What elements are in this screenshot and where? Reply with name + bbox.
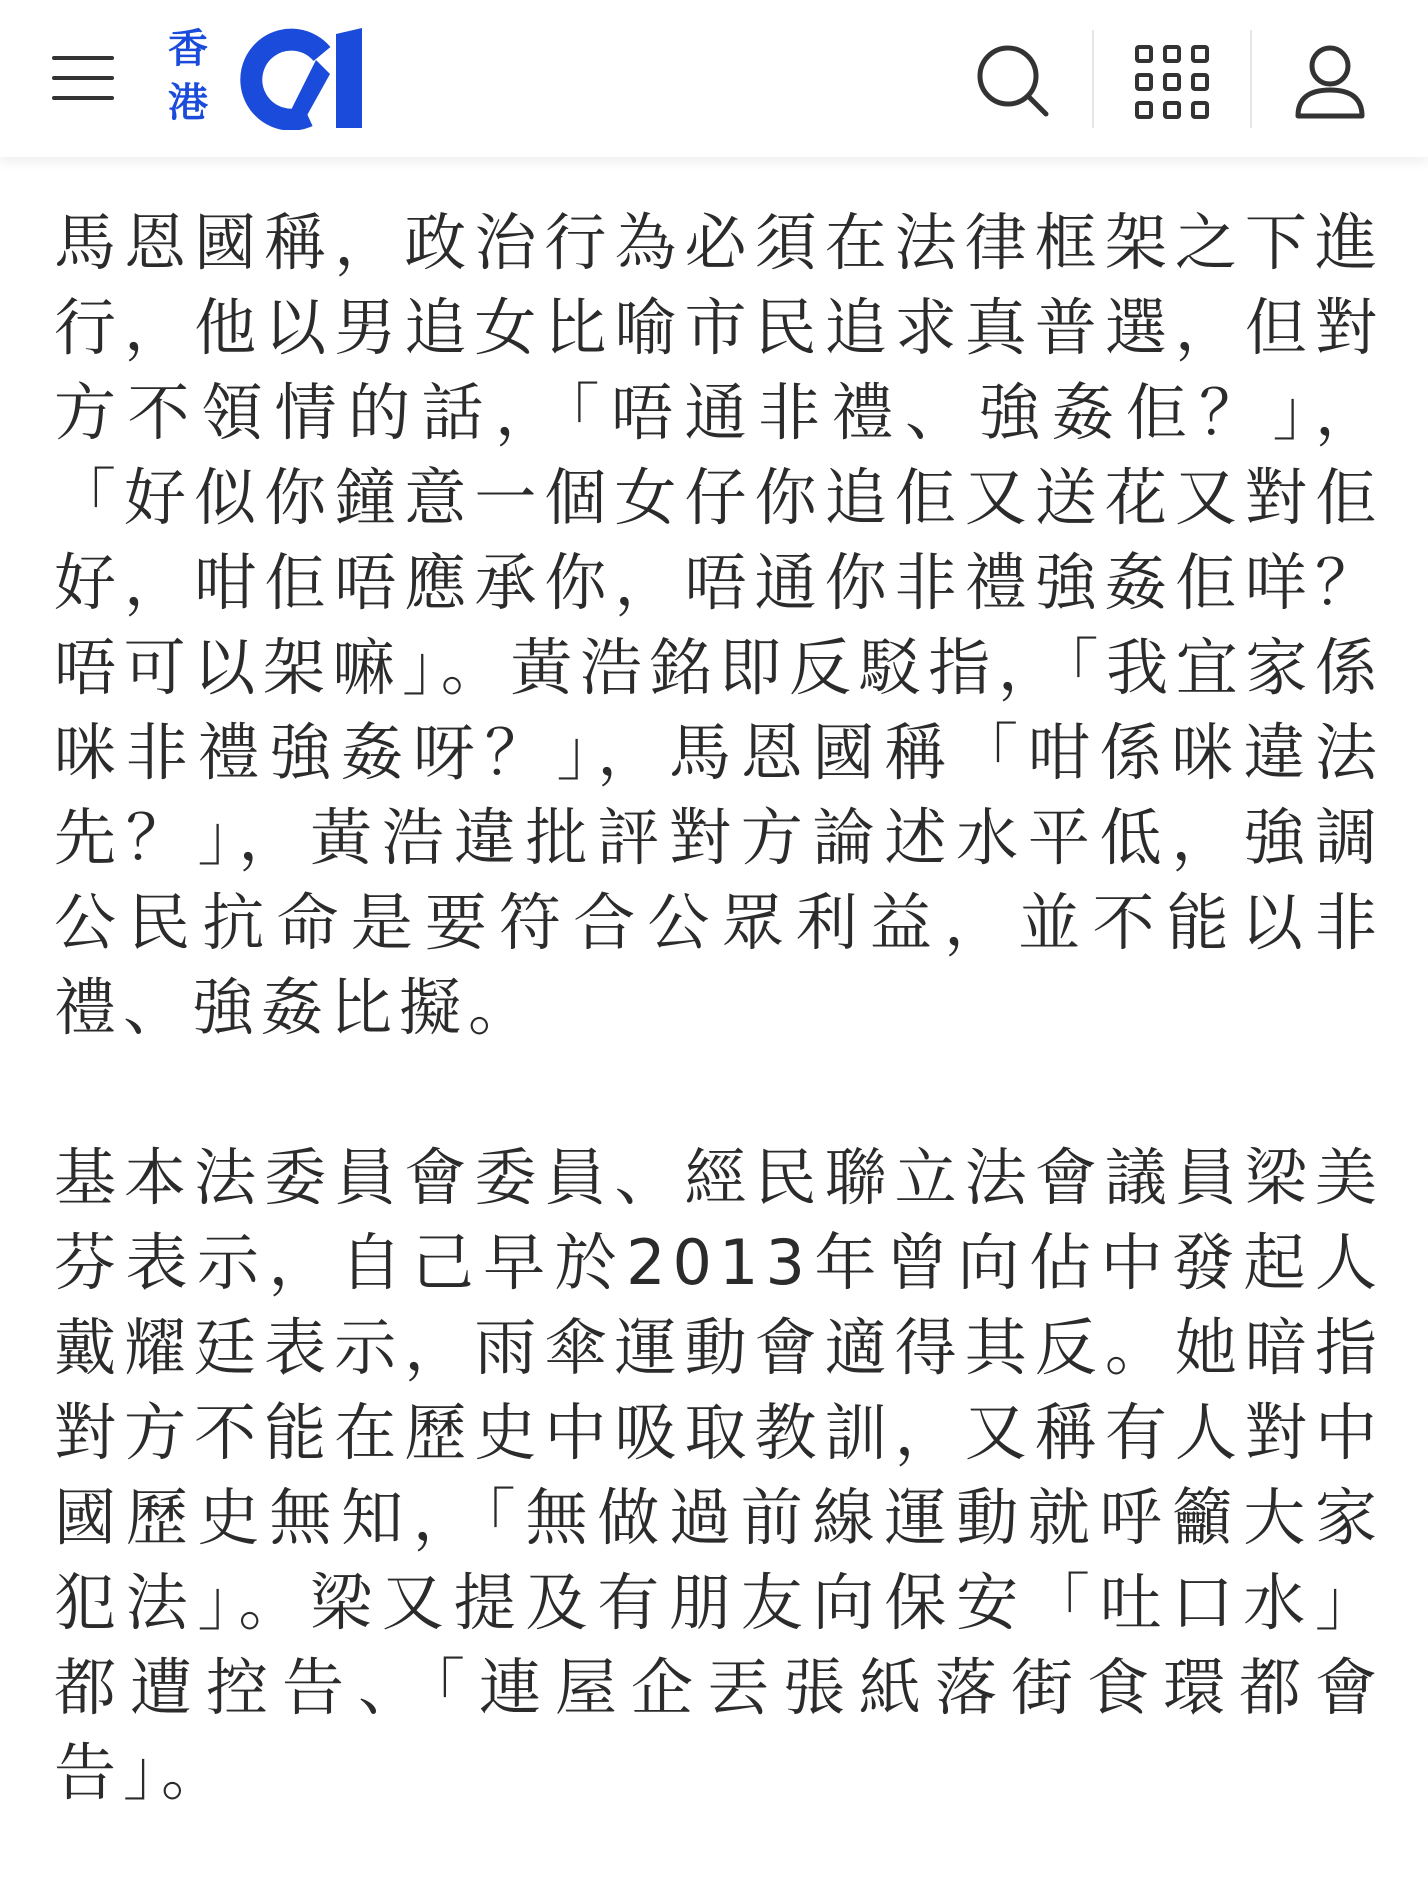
search-icon[interactable]	[972, 40, 1052, 120]
menu-icon[interactable]	[52, 52, 114, 104]
logo-text-top: 香	[168, 26, 208, 72]
article-body	[54, 200, 1384, 1900]
article-paragraph: 基本法委員會委員、經民聯立法會議員梁美芬表示，自己早於2013年曾向佔中發起人戴耀廷表示，雨傘運動會適得其反。她暗指對方不能在歷史中吸取教訓，又稱有人對中國歷史無知，「無做過前線運動就呼籲大家犯法」。梁又提及有朋友向保安「吐口水」都遭控告、「連屋企丟張紙落街食環都會告」。	[54, 1141, 1384, 1809]
article-paragraph: 馬恩國稱，政治行為必須在法律框架之下進行，他以男追女比喻市民追求真普選，但對方不領情的話，「唔通非禮、強姦佢？」，「好似你鐘意一個女仔你追佢又送花又對佢好，咁佢唔應承你，唔通你非禮強姦佢咩？唔可以架嘛」。黃浩銘即反駁指，「我宜家係咪非禮強姦呀？」，馬恩國稱「咁係咪違法先？」，黃浩違批評對方論述水平低，強調公民抗命是要符合公眾利益，並不能以非禮、強姦比擬。	[54, 206, 1384, 1044]
logo-01-mark	[224, 28, 364, 130]
site-logo[interactable]	[168, 24, 368, 134]
grid-icon[interactable]	[1132, 42, 1212, 122]
user-icon[interactable]	[1290, 42, 1370, 122]
header-divider	[1250, 30, 1252, 128]
header-divider	[1092, 30, 1094, 128]
site-header	[0, 0, 1428, 157]
logo-text-bottom: 港	[168, 80, 208, 126]
